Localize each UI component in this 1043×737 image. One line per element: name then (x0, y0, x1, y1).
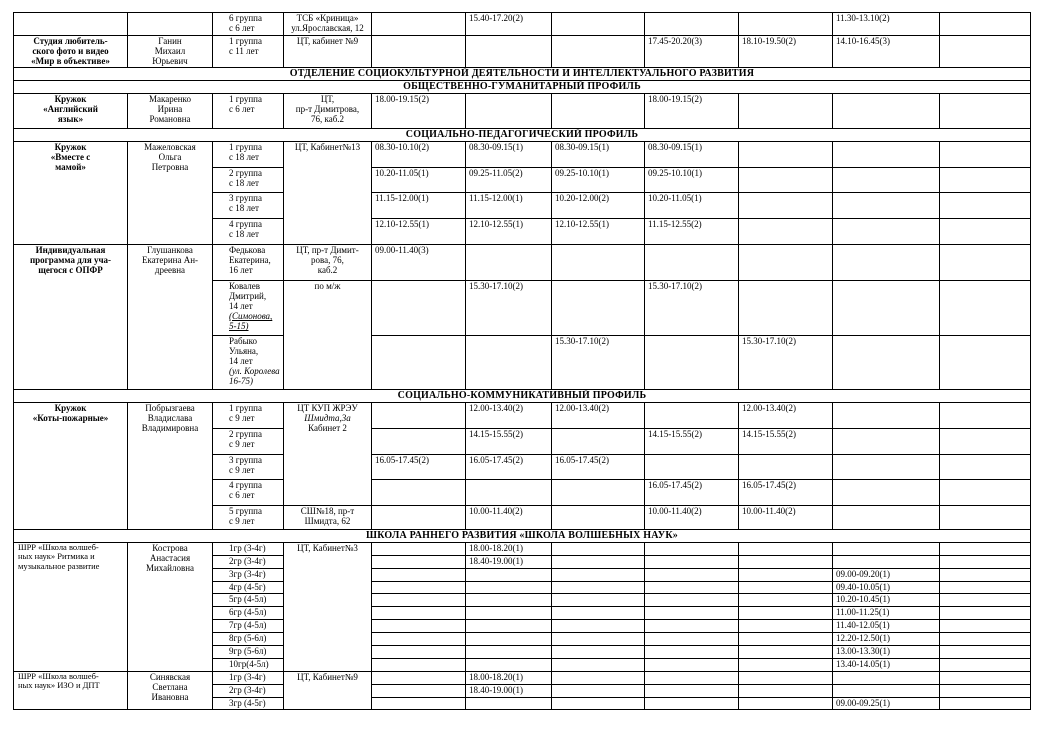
table-row (14, 542, 1031, 555)
table-cell: 18.00-19.15(2) (372, 93, 466, 128)
table-cell: 09.00-11.40(3) (372, 244, 466, 280)
table-cell (833, 93, 940, 128)
table-cell: ТСБ «Криница» ул.Ярославская, 12 (284, 13, 372, 36)
table-cell (739, 593, 833, 606)
table-cell: 16.05-17.45(2) (739, 479, 833, 505)
table-row (14, 244, 1031, 280)
table-cell: 12.10-12.55(1) (552, 218, 645, 244)
table-cell (739, 684, 833, 697)
table-cell (940, 555, 1031, 568)
table-cell: 12.00-13.40(2) (552, 402, 645, 428)
table-cell (940, 593, 1031, 606)
table-cell (552, 280, 645, 335)
table-cell (940, 619, 1031, 632)
table-cell: ЦТ, кабинет №9 (284, 36, 372, 68)
table-cell: Синявская Светлана Ивановна (128, 671, 213, 709)
table-cell (739, 555, 833, 568)
table-cell (940, 218, 1031, 244)
table-cell: Глушанкова Екатерина Ан- дреевна (128, 244, 213, 389)
table-cell: 12.20-12.50(1) (833, 632, 940, 645)
table-cell (833, 505, 940, 529)
table-cell (833, 479, 940, 505)
table-cell: 1гр (3-4г) (213, 671, 284, 684)
table-cell (940, 697, 1031, 709)
table-cell (739, 632, 833, 645)
table-cell (940, 581, 1031, 593)
table-cell: 09.25-11.05(2) (466, 167, 552, 192)
table-cell (466, 36, 552, 68)
table-cell: Ковалев Дмитрий, 14 лет (Симонова, 5-15) (213, 280, 284, 335)
table-cell (833, 244, 940, 280)
table-cell (466, 335, 552, 389)
table-cell: ЦТ, пр-т Димитрова, 76, каб.2 (284, 93, 372, 128)
table-cell: 18.10-19.50(2) (739, 36, 833, 68)
table-cell: 2 группа с 9 лет (213, 428, 284, 454)
table-cell: 1 группа с 11 лет (213, 36, 284, 68)
table-cell (552, 658, 645, 671)
table-cell (739, 645, 833, 658)
table-cell (645, 244, 739, 280)
table-cell: 10.00-11.40(2) (466, 505, 552, 529)
table-cell: 15.30-17.10(2) (466, 280, 552, 335)
table-cell: 13.40-14.05(1) (833, 658, 940, 671)
table-row (14, 402, 1031, 428)
table-cell (466, 645, 552, 658)
table-cell: 09.25-10.10(1) (645, 167, 739, 192)
table-cell: Побрызгаева Владислава Владимировна (128, 402, 213, 529)
table-cell: 3гр (4-5г) (213, 697, 284, 709)
table-cell (739, 167, 833, 192)
table-cell: 10.00-11.40(2) (645, 505, 739, 529)
table-cell (833, 192, 940, 218)
table-cell (552, 36, 645, 68)
table-cell: 16.05-17.45(2) (372, 454, 466, 479)
table-cell (372, 335, 466, 389)
table-cell (833, 555, 940, 568)
table-cell (552, 593, 645, 606)
table-cell: 4 группа с 6 лет (213, 479, 284, 505)
table-cell: 16.05-17.45(2) (645, 479, 739, 505)
table-cell: по м/ж (284, 280, 372, 389)
table-cell: 4 группа с 18 лет (213, 218, 284, 244)
table-cell: 16.05-17.45(2) (466, 454, 552, 479)
table-cell: 14.15-15.55(2) (645, 428, 739, 454)
section-heading: ОБЩЕСТВЕННО-ГУМАНИТАРНЫЙ ПРОФИЛЬ (14, 80, 1031, 93)
table-cell: 09.40-10.05(1) (833, 581, 940, 593)
table-cell: 14.15-15.55(2) (739, 428, 833, 454)
table-cell (552, 581, 645, 593)
table-cell (940, 479, 1031, 505)
table-cell (466, 697, 552, 709)
table-cell: СШ№18, пр-т Шмидта, 62 (284, 505, 372, 529)
table-cell: 12.00-13.40(2) (739, 402, 833, 428)
table-cell (940, 684, 1031, 697)
table-cell: 2гр (3-4г) (213, 555, 284, 568)
table-cell (552, 479, 645, 505)
table-cell (372, 671, 466, 684)
table-cell (372, 593, 466, 606)
table-cell: 14.15-15.55(2) (466, 428, 552, 454)
table-cell (372, 697, 466, 709)
table-cell (372, 505, 466, 529)
table-row (14, 141, 1031, 167)
table-cell: 7гр (4-5л) (213, 619, 284, 632)
table-cell (739, 244, 833, 280)
table-cell: 1 группа с 6 лет (213, 93, 284, 128)
table-cell: 11.15-12.55(2) (645, 218, 739, 244)
table-cell: 15.30-17.10(2) (552, 335, 645, 389)
section-heading: СОЦИАЛЬНО-ПЕДАГОГИЧЕСКИЙ ПРОФИЛЬ (14, 128, 1031, 141)
table-cell (645, 606, 739, 619)
table-cell: ЦТ, Кабинет№9 (284, 671, 372, 709)
table-cell (372, 632, 466, 645)
table-cell: 18.40-19.00(1) (466, 684, 552, 697)
table-cell (552, 555, 645, 568)
table-cell (372, 568, 466, 581)
table-cell: ЦТ, Кабинет№13 (284, 141, 372, 244)
table-cell: 12.10-12.55(1) (372, 218, 466, 244)
table-row (14, 529, 1031, 542)
table-cell (372, 619, 466, 632)
table-cell: 10.20-12.00(2) (552, 192, 645, 218)
table-cell (645, 335, 739, 389)
table-cell (940, 568, 1031, 581)
table-cell (372, 428, 466, 454)
table-cell: 2 группа с 18 лет (213, 167, 284, 192)
table-cell (372, 36, 466, 68)
table-row (14, 80, 1031, 93)
table-row (14, 671, 1031, 684)
table-cell (552, 428, 645, 454)
table-cell (940, 192, 1031, 218)
table-cell: 15.30-17.10(2) (645, 280, 739, 335)
table-cell (552, 568, 645, 581)
table-row (14, 36, 1031, 68)
table-cell (14, 13, 128, 36)
table-cell (739, 280, 833, 335)
table-cell: 3 группа с 18 лет (213, 192, 284, 218)
table-cell: 13.00-13.30(1) (833, 645, 940, 658)
table-cell (739, 93, 833, 128)
table-cell (940, 402, 1031, 428)
table-cell (372, 581, 466, 593)
table-cell (466, 619, 552, 632)
table-cell (372, 13, 466, 36)
table-cell: 16.05-17.45(2) (552, 454, 645, 479)
table-cell: 2гр (3-4г) (213, 684, 284, 697)
table-cell (940, 141, 1031, 167)
table-cell (739, 568, 833, 581)
table-cell: 10гр(4-5л) (213, 658, 284, 671)
table-cell (940, 454, 1031, 479)
table-cell (552, 244, 645, 280)
table-cell: 12.00-13.40(2) (466, 402, 552, 428)
table-cell: 18.40-19.00(1) (466, 555, 552, 568)
table-cell (833, 402, 940, 428)
table-cell: 08.30-09.15(1) (645, 141, 739, 167)
table-cell: 1гр (3-4г) (213, 542, 284, 555)
table-cell (645, 542, 739, 555)
table-cell: 11.40-12.05(1) (833, 619, 940, 632)
table-cell (645, 454, 739, 479)
table-cell (466, 93, 552, 128)
table-cell: 6гр (4-5л) (213, 606, 284, 619)
table-cell: Федькова Екатерина, 16 лет (213, 244, 284, 280)
table-cell (739, 13, 833, 36)
table-cell (940, 658, 1031, 671)
table-cell (940, 671, 1031, 684)
table-cell: Макаренко Ирина Романовна (128, 93, 213, 128)
section-heading: ОТДЕЛЕНИЕ СОЦИОКУЛЬТУРНОЙ ДЕЯТЕЛЬНОСТИ И ИНТЕЛЛЕКТУАЛЬНОГО РАЗВИТИЯ (14, 67, 1031, 80)
table-row (14, 13, 1031, 36)
table-cell (372, 555, 466, 568)
table-cell (739, 697, 833, 709)
table-cell (466, 568, 552, 581)
table-cell: 09.25-10.10(1) (552, 167, 645, 192)
table-cell: 18.00-19.15(2) (645, 93, 739, 128)
table-cell: Студия любитель- ского фото и видео «Мир в объективе» (14, 36, 128, 68)
table-cell: 8гр (5-6л) (213, 632, 284, 645)
table-cell (372, 280, 466, 335)
table-cell (940, 335, 1031, 389)
table-cell: 1 группа с 18 лет (213, 141, 284, 167)
table-cell (552, 505, 645, 529)
table-cell (833, 684, 940, 697)
table-cell (372, 684, 466, 697)
table-cell (466, 658, 552, 671)
table-cell: Ганин Михаил Юрьевич (128, 36, 213, 68)
table-cell: 08.30-09.15(1) (552, 141, 645, 167)
section-heading: СОЦИАЛЬНО-КОММУНИКАТИВНЫЙ ПРОФИЛЬ (14, 389, 1031, 402)
table-cell: Кружок «Коты-пожарные» (14, 402, 128, 529)
table-cell: Кружок «Вместе с мамой» (14, 141, 128, 244)
table-cell (940, 244, 1031, 280)
table-cell: 18.00-18.20(1) (466, 671, 552, 684)
table-cell: 11.15-12.00(1) (466, 192, 552, 218)
table-cell (940, 645, 1031, 658)
table-cell: 10.20-11.05(1) (645, 192, 739, 218)
table-cell (833, 671, 940, 684)
table-cell: ШРР «Школа волшеб- ных наук» ИЗО и ДПТ (14, 671, 128, 709)
table-cell (372, 645, 466, 658)
table-cell (552, 606, 645, 619)
table-cell (645, 13, 739, 36)
table-cell: 6 группа с 6 лет (213, 13, 284, 36)
table-cell: 18.00-18.20(1) (466, 542, 552, 555)
table-cell (833, 428, 940, 454)
table-cell: 14.10-16.45(3) (833, 36, 940, 68)
table-cell (128, 13, 213, 36)
table-cell: ЦТ, Кабинет№3 (284, 542, 372, 671)
table-cell: 10.00-11.40(2) (739, 505, 833, 529)
table-cell (552, 645, 645, 658)
table-cell (645, 697, 739, 709)
table-cell (940, 632, 1031, 645)
table-cell (645, 671, 739, 684)
table-cell (739, 454, 833, 479)
table-cell (552, 13, 645, 36)
table-cell (645, 684, 739, 697)
table-cell (466, 581, 552, 593)
table-cell (739, 581, 833, 593)
table-cell (739, 658, 833, 671)
table-cell: 17.45-20.20(3) (645, 36, 739, 68)
table-cell: 11.30-13.10(2) (833, 13, 940, 36)
table-cell (645, 619, 739, 632)
schedule-table (13, 12, 1031, 710)
table-cell (940, 542, 1031, 555)
table-cell (739, 606, 833, 619)
table-cell: 3гр (3-4г) (213, 568, 284, 581)
table-cell: 1 группа с 9 лет (213, 402, 284, 428)
table-cell: Рабыко Ульяна, 14 лет (ул. Королева 16-75) (213, 335, 284, 389)
table-cell (739, 218, 833, 244)
table-cell (645, 581, 739, 593)
table-cell: 08.30-09.15(1) (466, 141, 552, 167)
table-cell (940, 606, 1031, 619)
table-row (14, 67, 1031, 80)
table-row (14, 128, 1031, 141)
table-cell (466, 244, 552, 280)
table-cell (645, 632, 739, 645)
table-cell: Кружок «Английский язык» (14, 93, 128, 128)
table-cell (645, 402, 739, 428)
table-cell (552, 684, 645, 697)
table-cell: ЦТ КУП ЖРЭУ Шмидта,3а Кабинет 2 (284, 402, 372, 505)
table-cell (940, 93, 1031, 128)
table-cell: 4гр (4-5г) (213, 581, 284, 593)
table-cell: 5 группа с 9 лет (213, 505, 284, 529)
table-cell (940, 505, 1031, 529)
table-cell (466, 606, 552, 619)
table-cell (552, 671, 645, 684)
table-cell (833, 454, 940, 479)
table-cell (739, 141, 833, 167)
table-cell (552, 632, 645, 645)
table-cell (833, 141, 940, 167)
table-cell (552, 93, 645, 128)
table-cell: ЦТ, пр-т Димит- рова, 76, каб.2 (284, 244, 372, 280)
table-cell (833, 335, 940, 389)
table-cell: ШРР «Школа волшеб- ных наук» Ритмика и музыкальное развитие (14, 542, 128, 671)
table-cell (645, 593, 739, 606)
table-cell (372, 658, 466, 671)
table-cell (833, 167, 940, 192)
table-cell (645, 555, 739, 568)
table-cell (739, 671, 833, 684)
table-cell: 10.20-11.05(1) (372, 167, 466, 192)
table-row (14, 389, 1031, 402)
table-cell: 5гр (4-5л) (213, 593, 284, 606)
table-cell (552, 619, 645, 632)
table-cell (940, 280, 1031, 335)
table-cell: 11.15-12.00(1) (372, 192, 466, 218)
table-cell: 11.00-11.25(1) (833, 606, 940, 619)
table-cell: 12.10-12.55(1) (466, 218, 552, 244)
table-cell: 9гр (5-6л) (213, 645, 284, 658)
table-cell (372, 542, 466, 555)
table-cell (940, 36, 1031, 68)
table-cell (466, 479, 552, 505)
table-cell (833, 542, 940, 555)
table-cell: Индивидуальная программа для уча- щегося с ОПФР (14, 244, 128, 389)
table-cell: Мажеловская Ольга Петровна (128, 141, 213, 244)
table-cell (466, 593, 552, 606)
table-cell (372, 479, 466, 505)
table-cell: 09.00-09.25(1) (833, 697, 940, 709)
table-cell: 10.20-10.45(1) (833, 593, 940, 606)
table-cell (940, 167, 1031, 192)
table-row (14, 93, 1031, 128)
table-cell (645, 645, 739, 658)
table-cell (739, 619, 833, 632)
table-cell (372, 606, 466, 619)
table-cell (466, 632, 552, 645)
table-cell (833, 280, 940, 335)
table-cell (645, 568, 739, 581)
table-cell (645, 658, 739, 671)
table-cell: 09.00-09.20(1) (833, 568, 940, 581)
table-cell (372, 402, 466, 428)
table-cell: 15.30-17.10(2) (739, 335, 833, 389)
table-cell (552, 697, 645, 709)
table-cell (552, 542, 645, 555)
section-heading: ШКОЛА РАННЕГО РАЗВИТИЯ «ШКОЛА ВОЛШЕБНЫХ НАУК» (14, 529, 1031, 542)
table-cell (739, 542, 833, 555)
table-cell (833, 218, 940, 244)
table-cell: 3 группа с 9 лет (213, 454, 284, 479)
table-cell (739, 192, 833, 218)
table-cell: Кострова Анастасия Михайловна (128, 542, 213, 671)
table-cell: 08.30-10.10(2) (372, 141, 466, 167)
table-cell (940, 428, 1031, 454)
table-cell: 15.40-17.20(2) (466, 13, 552, 36)
table-cell (940, 13, 1031, 36)
